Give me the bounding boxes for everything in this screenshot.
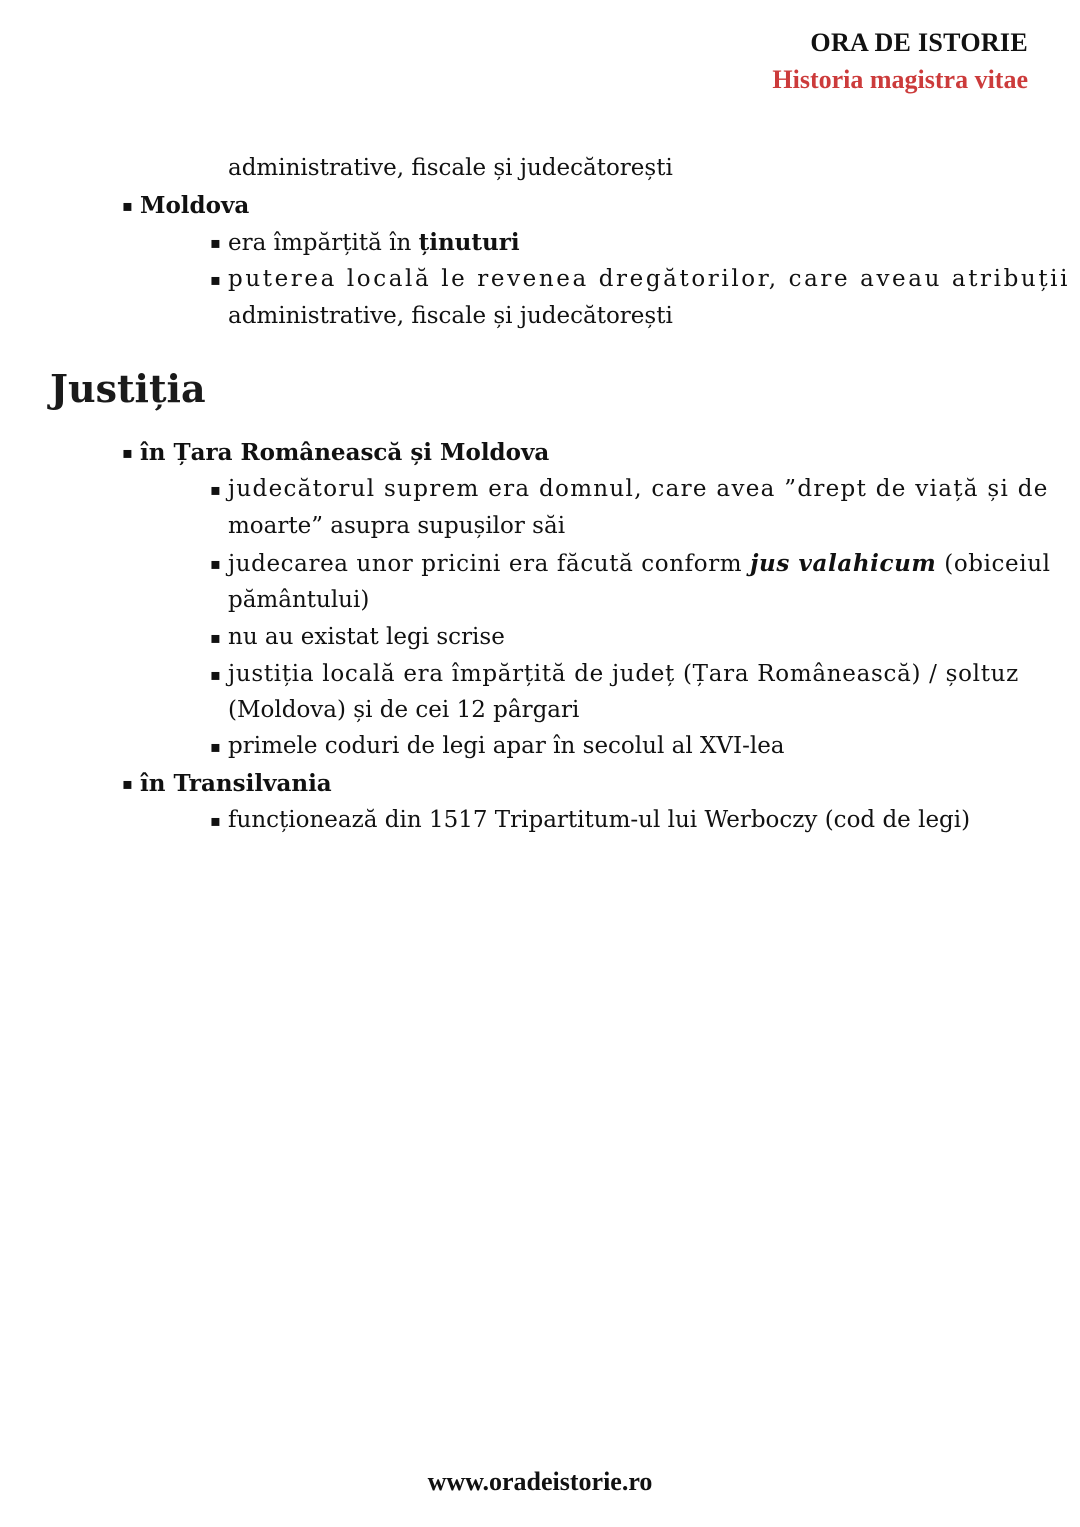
section-heading: Justiția [50,366,206,411]
tara-item-1-line-2: moarte” asupra supușilor săi [228,513,566,539]
tara-item-2-line-2: pământului) [228,587,370,613]
bullet-icon: ▪ [122,774,133,793]
tara-item-2-line-1 [228,545,1051,583]
footer-url[interactable]: www.oradeistorie.ro [427,1467,653,1496]
bullet-icon: ▪ [210,665,221,684]
tara-item-3: nu au existat legi scrise [228,624,505,650]
moldova-item-2-line-1: puterea locală le revenea dregătorilor, care aveau atribuții [228,266,1071,292]
tara-item-2-term: jus valahicum [750,550,937,577]
bullet-icon: ▪ [210,811,221,830]
transilvania-item-1: funcționează din 1517 Tripartitum-ul lui Werboczy (cod de legi) [228,807,971,833]
bullet-icon: ▪ [122,196,133,215]
bullet-icon: ▪ [210,628,221,647]
bullet-icon: ▪ [210,233,221,252]
header-subtitle: Historia magistra vitae [772,65,1028,94]
tara-item-1-line-1: judecătorul suprem era domnul, care avea ”drept de viață și de [228,476,1049,502]
continuation-text: administrative, fiscale și judecătorești [228,155,673,181]
tara-item-4-line-2: (Moldova) și de cei 12 pârgari [228,697,580,723]
tara-label: în Țara Românească și Moldova [140,439,550,466]
bullet-icon: ▪ [210,270,221,289]
bullet-icon: ▪ [210,554,221,573]
tara-item-5: primele coduri de legi apar în secolul al XVI-lea [228,733,785,759]
tara-item-2-prefix: judecarea unor pricini era făcută conform [228,551,751,577]
tara-item-4-line-1: justiția locală era împărțită de județ (Țara Românească) / șoltuz [228,661,1020,687]
moldova-item-1 [228,224,520,262]
bullet-icon: ▪ [122,443,133,462]
moldova-item-2-line-2: administrative, fiscale și judecătorești [228,303,673,329]
header-title: ORA DE ISTORIE [810,28,1028,57]
tara-item-2-suffix: (obiceiul [936,551,1051,577]
moldova-item-1-bold: ținuturi [418,229,520,256]
bullet-icon: ▪ [210,737,221,756]
moldova-item-1-prefix: era împărțită în [228,230,419,256]
moldova-label: Moldova [140,192,250,219]
bullet-icon: ▪ [210,480,221,499]
transilvania-label: în Transilvania [140,770,332,797]
